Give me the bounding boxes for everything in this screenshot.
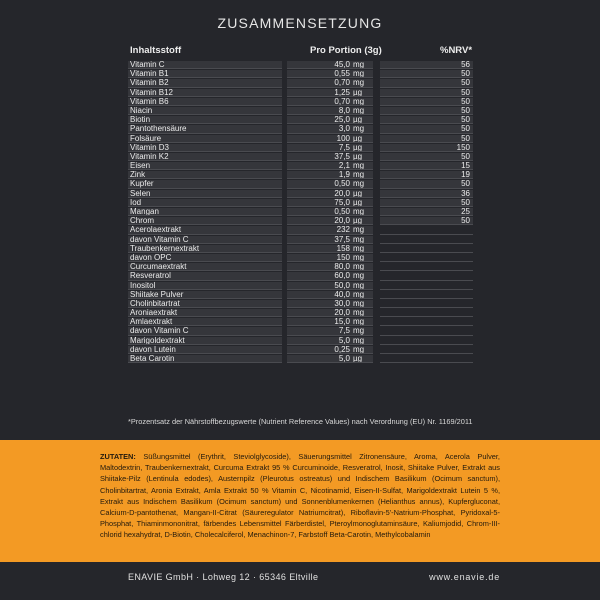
table-row [0,89,600,98]
table-row [0,300,600,309]
amount-unit: mg [351,61,373,69]
amount-unit: mg [351,263,373,271]
amount-value: 0,70 [287,98,351,106]
amount-value: 30,0 [287,300,351,308]
amount-unit: mg [351,337,373,345]
company-address: ENAVIE GmbH · Lohweg 12 · 65346 Eltville [128,572,319,582]
nrv-value [380,309,473,317]
amount-unit: mg [351,282,373,290]
table-row [0,208,600,217]
nrv-value: 50 [380,79,473,87]
amount-unit: µg [351,355,373,363]
amount-value: 40,0 [287,291,351,299]
amount-value: 15,0 [287,318,351,326]
nrv-value: 50 [380,116,473,124]
ingredient-name: Amlaextrakt [128,318,282,326]
nrv-value: 50 [380,135,473,143]
ingredient-name: Vitamin D3 [128,144,282,152]
table-row [0,318,600,327]
ingredient-name: Inositol [128,282,282,290]
nutrition-table [0,61,600,364]
amount-unit: mg [351,346,373,354]
ingredient-name: Traubenkernextrakt [128,245,282,253]
amount-value: 100 [287,135,351,143]
ingredients-list: Süßungsmittel (Erythrit, Steviolglycoside), Säuerungsmittel Zitronensäure, Aroma, Acerola Pulver, Maltodextrin, Traubenkernextrakt, Curcuma Extrakt 95 % Curcuminoide, Resveratrol, Inosit, Shiitake Pulver, Extrakt aus Shiitake-Pilz (Lentinula edodes), Austernpilz (Pleurotus ostreatus) und Indischem Basilikum (Ocimum sanctum), Cholinbitartrat, Aronia Extrakt, Amla Extrakt 50 % Vitamin C, Nicotinamid, Eisen-II-Sulfat, Marigoldextrakt Lutein 5 %, Extrakt aus Indischem Basilikum (Ocimum sanctum) und Sonnenblumenkernen (Helianthus annus), Kupfergluconat, Calcium-D-pantothenat, Mangan-II-Citrat (Säureregulator Natriumcitrat), Riboflavin-5'-Natrium-Phosphat, Pyridoxal-5-Phosphat, Thiaminmononitrat, färbendes Lebensmittel Färberdistel, Pteroylmonoglutaminsäure, Kaliumjodid, Chrom-III-chlorid hexahydrat, D-Biotin, Cholecalciferol, Menachinon-7, Farbstoff Beta-Carotin, Methylcobalamin [100,452,500,540]
amount-unit: mg [351,180,373,188]
ingredient-name: Vitamin B6 [128,98,282,106]
amount-unit: mg [351,300,373,308]
ingredient-name: Chrom [128,217,282,225]
table-row [0,236,600,245]
table-row [0,327,600,336]
amount-value: 3,0 [287,125,351,133]
table-row [0,282,600,291]
nrv-value [380,346,473,354]
amount-value: 0,50 [287,208,351,216]
amount-unit: µg [351,199,373,207]
table-row [0,98,600,107]
amount-unit: µg [351,190,373,198]
ingredient-name: Beta Carotin [128,355,282,363]
ingredient-name: Vitamin B12 [128,89,282,97]
amount-value: 158 [287,245,351,253]
amount-unit: mg [351,107,373,115]
amount-value: 1,9 [287,171,351,179]
amount-value: 20,0 [287,309,351,317]
ingredient-name: Selen [128,190,282,198]
table-row [0,272,600,281]
nrv-value: 50 [380,125,473,133]
ingredient-name: Biotin [128,116,282,124]
amount-value: 232 [287,226,351,234]
ingredient-name: Vitamin C [128,61,282,69]
nrv-value [380,254,473,262]
amount-unit: mg [351,318,373,326]
nrv-value: 15 [380,162,473,170]
amount-value: 0,70 [287,79,351,87]
amount-value: 7,5 [287,327,351,335]
amount-value: 1,25 [287,89,351,97]
ingredient-name: Kupfer [128,180,282,188]
amount-value: 37,5 [287,153,351,161]
column-header-portion: Pro Portion (3g) [310,45,382,56]
nrv-value [380,245,473,253]
amount-unit: mg [351,79,373,87]
nrv-value: 19 [380,171,473,179]
table-row [0,217,600,226]
amount-unit: µg [351,144,373,152]
amount-value: 75,0 [287,199,351,207]
amount-value: 20,0 [287,190,351,198]
ingredient-name: Zink [128,171,282,179]
nrv-value: 50 [380,180,473,188]
amount-unit: mg [351,254,373,262]
table-row [0,337,600,346]
ingredient-name: Curcumaextrakt [128,263,282,271]
amount-unit: mg [351,272,373,280]
amount-value: 37,5 [287,236,351,244]
table-row [0,263,600,272]
ingredient-name: davon Vitamin C [128,327,282,335]
amount-unit: mg [351,226,373,234]
amount-unit: mg [351,309,373,317]
amount-value: 45,0 [287,61,351,69]
nrv-value [380,263,473,271]
table-row [0,346,600,355]
amount-unit: µg [351,153,373,161]
nrv-value: 50 [380,153,473,161]
amount-value: 25,0 [287,116,351,124]
ingredient-name: Iod [128,199,282,207]
nrv-value [380,318,473,326]
nrv-value [380,236,473,244]
ingredients-label: ZUTATEN: [100,452,136,461]
amount-value: 5,0 [287,355,351,363]
ingredient-name: davon Lutein [128,346,282,354]
nrv-value: 50 [380,98,473,106]
ingredient-name: Pantothensäure [128,125,282,133]
ingredient-name: Folsäure [128,135,282,143]
nrv-value [380,355,473,363]
amount-unit: mg [351,327,373,335]
nrv-value: 50 [380,70,473,78]
table-row [0,70,600,79]
amount-unit: mg [351,125,373,133]
table-row [0,144,600,153]
ingredient-name: Resveratrol [128,272,282,280]
table-row [0,309,600,318]
amount-value: 150 [287,254,351,262]
column-header-ingredient: Inhaltsstoff [130,45,182,56]
amount-value: 5,0 [287,337,351,345]
ingredient-name: Aroniaextrakt [128,309,282,317]
ingredient-name: davon Vitamin C [128,236,282,244]
amount-unit: mg [351,162,373,170]
table-row [0,79,600,88]
table-row [0,245,600,254]
nrv-value [380,291,473,299]
nrv-value [380,226,473,234]
amount-value: 2,1 [287,162,351,170]
amount-unit: µg [351,116,373,124]
ingredient-name: davon OPC [128,254,282,262]
table-row [0,125,600,134]
ingredient-name: Mangan [128,208,282,216]
column-header-nrv: %NRV* [440,45,473,56]
amount-unit: mg [351,70,373,78]
website-link[interactable]: www.enavie.de [429,572,500,582]
ingredient-name: Cholinbitartrat [128,300,282,308]
amount-unit: µg [351,135,373,143]
amount-value: 20,0 [287,217,351,225]
table-row [0,226,600,235]
table-row [0,180,600,189]
nrv-value: 36 [380,190,473,198]
amount-value: 50,0 [287,282,351,290]
section-title: ZUSAMMENSETZUNG [217,15,383,31]
amount-unit: µg [351,89,373,97]
nrv-value: 50 [380,217,473,225]
table-row [0,291,600,300]
amount-unit: mg [351,236,373,244]
nrv-footnote: *Prozentsatz der Nährstoffbezugswerte (Nutrient Reference Values) nach Verordnung (EU) Nr. 1169/2011 [128,417,473,426]
nrv-value: 50 [380,199,473,207]
amount-value: 80,0 [287,263,351,271]
amount-value: 0,25 [287,346,351,354]
ingredients-text [100,451,500,541]
nrv-value [380,300,473,308]
nrv-value: 50 [380,107,473,115]
ingredient-name: Niacin [128,107,282,115]
amount-value: 60,0 [287,272,351,280]
amount-unit: µg [351,217,373,225]
table-row [0,254,600,263]
ingredient-name: Vitamin K2 [128,153,282,161]
amount-unit: mg [351,245,373,253]
ingredient-name: Vitamin B2 [128,79,282,87]
table-row [0,190,600,199]
amount-value: 0,55 [287,70,351,78]
amount-unit: mg [351,171,373,179]
nrv-value [380,327,473,335]
ingredient-name: Eisen [128,162,282,170]
nrv-value: 25 [380,208,473,216]
nrv-value [380,282,473,290]
table-row [0,162,600,171]
ingredient-name: Shiitake Pulver [128,291,282,299]
amount-value: 0,50 [287,180,351,188]
nrv-value: 56 [380,61,473,69]
amount-value: 8,0 [287,107,351,115]
ingredient-name: Acerolaextrakt [128,226,282,234]
nrv-value [380,272,473,280]
table-row [0,199,600,208]
table-row [0,153,600,162]
table-row [0,61,600,70]
table-row [0,171,600,180]
table-row [0,355,600,364]
table-row [0,107,600,116]
ingredient-name: Vitamin B1 [128,70,282,78]
nrv-value: 150 [380,144,473,152]
amount-unit: mg [351,291,373,299]
table-row [0,116,600,125]
ingredient-name: Marigoldextrakt [128,337,282,345]
amount-unit: mg [351,208,373,216]
amount-unit: mg [351,98,373,106]
nrv-value: 50 [380,89,473,97]
amount-value: 7,5 [287,144,351,152]
table-row [0,135,600,144]
nrv-value [380,337,473,345]
